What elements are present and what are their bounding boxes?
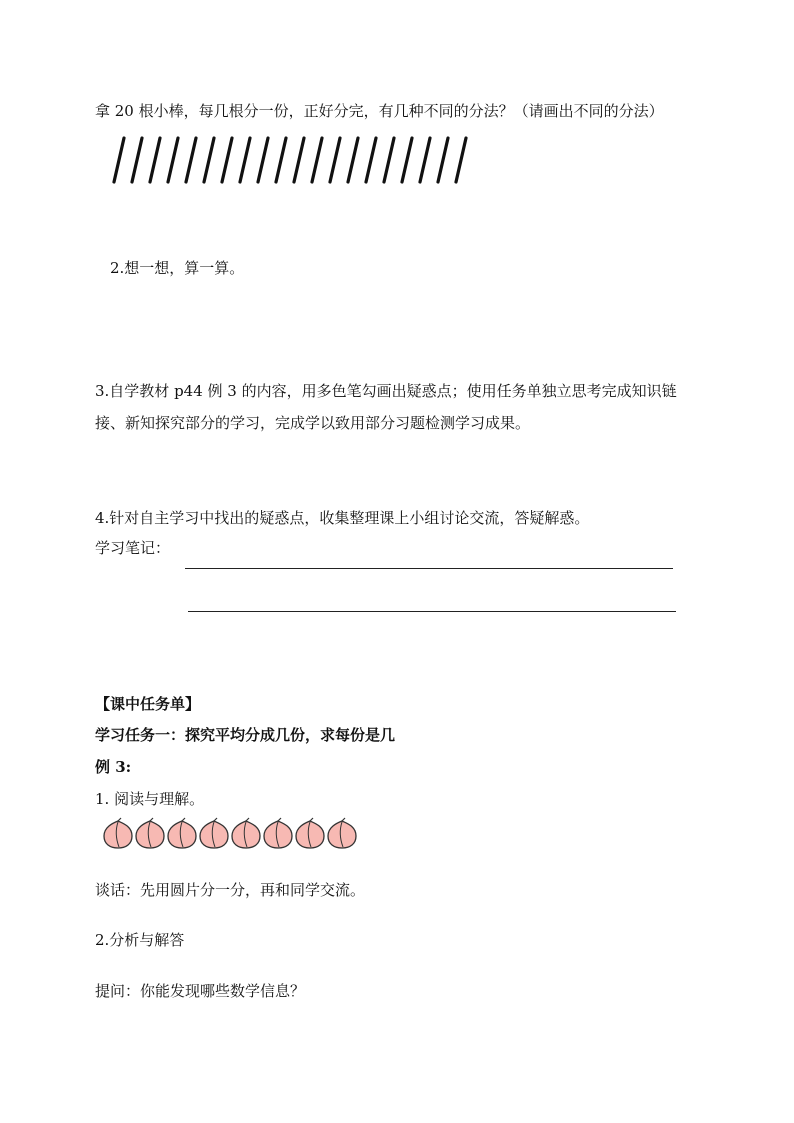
- question-prompt: 提问：你能发现哪些数学信息？: [95, 982, 306, 1000]
- item-4: 4.针对自主学习中找出的疑惑点，收集整理课上小组讨论交流，答疑解惑。: [95, 509, 590, 527]
- stick: [384, 138, 394, 182]
- stick: [366, 138, 376, 182]
- peaches-illustration: [100, 817, 370, 851]
- stick: [204, 138, 214, 182]
- sticks-drawing: [110, 134, 480, 186]
- stick: [402, 138, 412, 182]
- stick: [294, 138, 304, 182]
- stick: [222, 138, 232, 182]
- peach-icon: [136, 818, 164, 848]
- stick: [330, 138, 340, 182]
- stick: [240, 138, 250, 182]
- peach-icon: [232, 818, 260, 848]
- stick: [276, 138, 286, 182]
- step-2: 2.分析与解答: [95, 931, 185, 949]
- peach-icon: [328, 818, 356, 848]
- stick: [258, 138, 268, 182]
- notes-line-1: [185, 568, 673, 569]
- stick: [348, 138, 358, 182]
- stick: [186, 138, 196, 182]
- task-title: 学习任务一：探究平均分成几份，求每份是几: [95, 726, 396, 744]
- notes-line-2: [188, 611, 676, 612]
- notes-label: 学习笔记：: [95, 539, 171, 557]
- stick-question: 拿 20 根小棒，每几根分一份，正好分完，有几种不同的分法？（请画出不同的分法）: [95, 102, 664, 120]
- peach-icon: [296, 818, 324, 848]
- stick: [168, 138, 178, 182]
- item-2: 2.想一想，算一算。: [110, 259, 245, 277]
- peach-icon: [264, 818, 292, 848]
- stick: [132, 138, 142, 182]
- in-class-section-title: 【课中任务单】: [95, 695, 201, 713]
- peach-icon: [168, 818, 196, 848]
- item-3-line-2: 接、新知探究部分的学习，完成学以致用部分习题检测学习成果。: [95, 414, 531, 432]
- item-3-line-1: 3.自学教材 p44 例 3 的内容，用多色笔勾画出疑惑点；使用任务单独立思考完成知识链: [95, 382, 677, 400]
- example-label: 例 3:: [95, 758, 132, 776]
- stick: [312, 138, 322, 182]
- stick: [150, 138, 160, 182]
- step-1: 1. 阅读与理解。: [95, 790, 205, 808]
- stick: [114, 138, 124, 182]
- peach-icon: [104, 818, 132, 848]
- stick: [456, 138, 466, 182]
- talk-prompt: 谈话：先用圆片分一分，再和同学交流。: [95, 881, 366, 899]
- stick: [420, 138, 430, 182]
- peach-icon: [200, 818, 228, 848]
- stick: [438, 138, 448, 182]
